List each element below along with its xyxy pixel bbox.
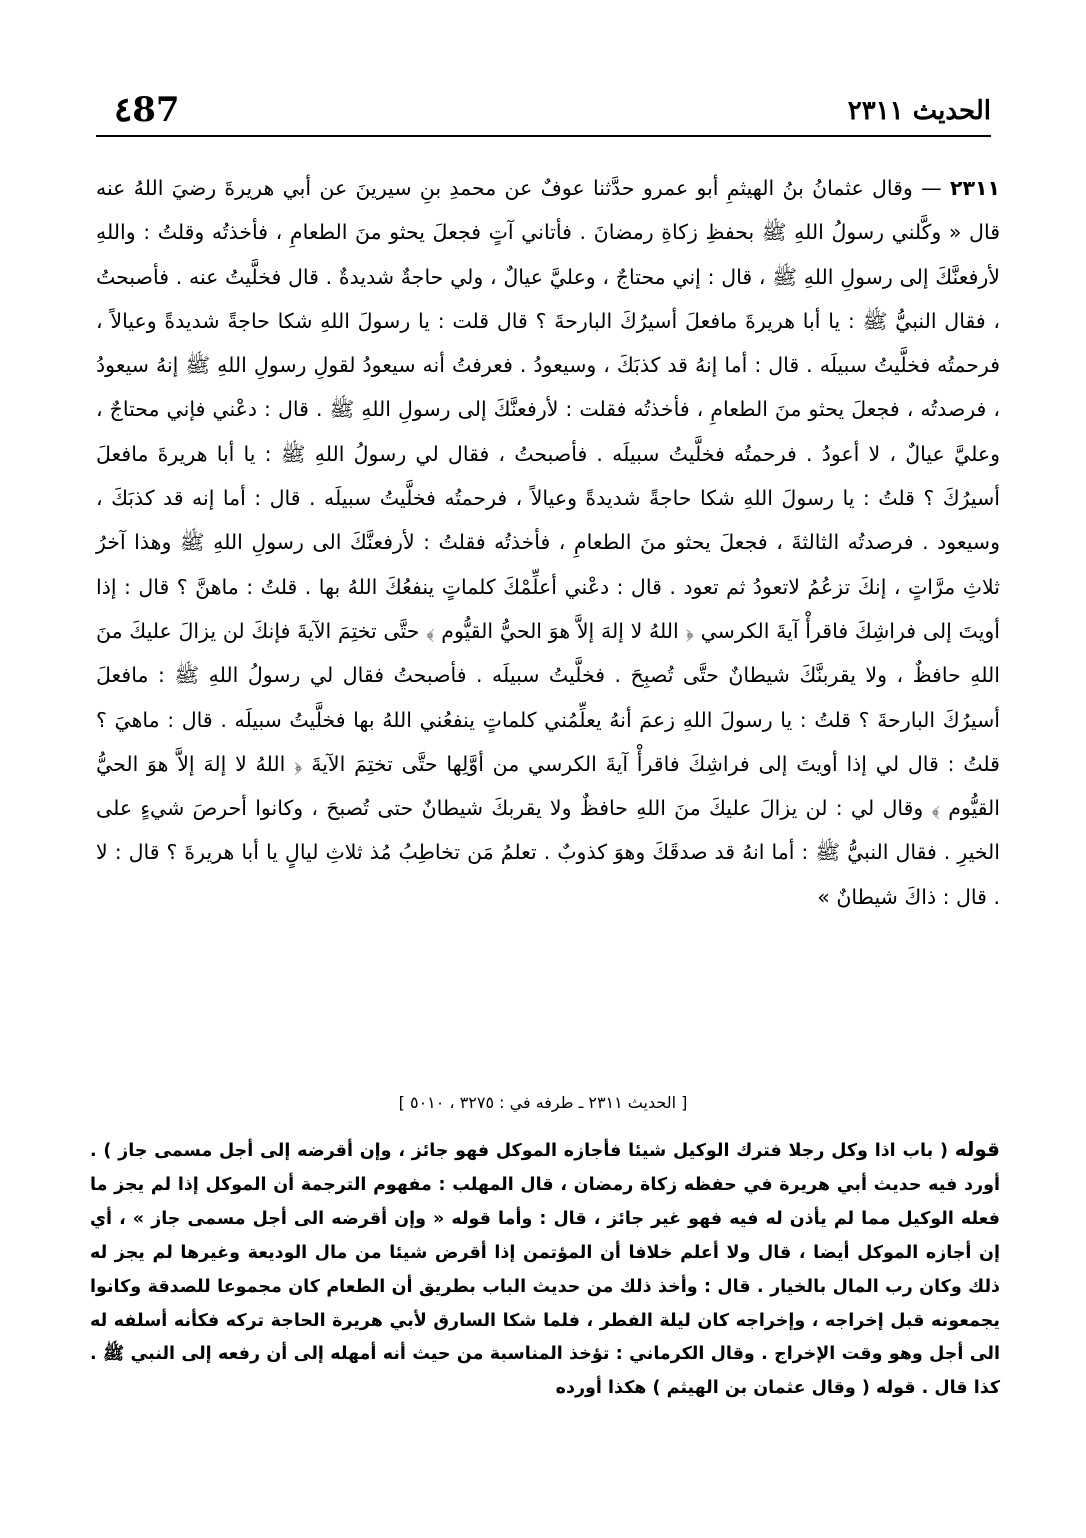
- commentary-text: ( باب اذا وكل رجلا فترك الوكيل شيئا فأجازه الموكل فهو جائز ، وإن أقرضه إلى أجل مسمى جاز ) . أورد فيه حديث أبي هريرة في حفظه زكاة رمضان ، قال المهلب : مفهوم الترجمة أن الموكل إذا لم يجز ما فعله الوكيل مما لم يأذن له فيه فهو غير جائز ، قال : وأما قوله « وإن أقرضه الى أجل مسمى جاز » ، أي إن أجازه الموكل أيضا ، قال ولا أعلم خلافا أن المؤتمن إذا أقرض شيئا من مال الوديعة وغيرها لم يجز له ذلك وكان رب المال بالخيار . قال : وأخذ ذلك من حديث الباب بطريق أن الطعام كان مجموعا للصدقة وكانوا يجمعونه قبل إخراجه ، وإخراجه كان ليلة الفطر ، فلما شكا السارق لأبي هريرة الحاجة تركه فكأنه أسلفه له الى أجل وهو وقت الإخراج . وقال الكرماني : تؤخذ المناسبة من حيث أنه أمهله إلى أن رفعه إلى النبي ﷺ . كذا قال . قوله ( وقال عثمان بن الهيثم ) هكذا أورده: [90, 1141, 1000, 1399]
- hadith-number: ٢٣١١: [949, 176, 1000, 200]
- page-header: [96, 90, 991, 132]
- running-title: الحديث ٢٣١١: [847, 96, 991, 126]
- hadith-text-block: [96, 166, 1000, 919]
- header-rule: [96, 135, 991, 137]
- hadith-text: — وقال عثمانُ بنُ الهيثمِ أبو عمرو حدَّثنا عوفٌ عن محمدِ بنِ سيرينَ عن أبي هريرةَ رضيَ اللهُ عنه قال « وكَّلني رسولُ اللهِ ﷺ بحفظِ زكاةِ رمضانَ . فأتاني آتٍ فجعلَ يحثو منَ الطعامِ ، فأخذتُه وقلتُ : واللهِ لأرفعنَّكَ إلى رسولِ اللهِ ﷺ ، قال : إني محتاجٌ ، وعليَّ عيالٌ ، ولي حاجةٌ شديدةٌ . قال فخلَّيتُ عنه . فأصبحتُ ، فقال النبيُّ ﷺ : يا أبا هريرةَ مافعلَ أسيرُكَ البارحةَ ؟ قال قلت : يا رسولَ اللهِ شكا حاجةً شديدةً وعيالاً ، فرحمتُه فخلَّيتُ سبيلَه . قال : أما إنهُ قد كذبَكَ ، وسيعودُ . فعرفتُ أنه سيعودُ لقولِ رسولِ اللهِ ﷺ إنهُ سيعودُ ، فرصدتُه ، فجعلَ يحثو منَ الطعامِ ، فأخذتُه فقلت : لأرفعنَّكَ إلى رسولِ اللهِ ﷺ . قال : دعْني فإني محتاجٌ ، وعليَّ عيالٌ ، لا أعودُ . فرحمتُه فخلَّيتُ سبيلَه . فأصبحتُ ، فقال لي رسولُ اللهِ ﷺ : يا أبا هريرةَ مافعلَ أسيرُكَ ؟ قلتُ : يا رسولَ اللهِ شكا حاجةً شديدةً وعيالاً ، فرحمتُه فخلَّيتُ سبيلَه . قال : أما إنه قد كذبَكَ ، وسيعود . فرصدتُه الثالثةَ ، فجعلَ يحثو منَ الطعامِ ، فأخذتُه فقلتُ : لأرفعنَّكَ الى رسولِ اللهِ ﷺ وهذا آخرُ ثلاثِ مرَّاتٍ ، إنكَ تزعُمُ لاتعودُ ثم تعود . قال : دعْني أعلِّمْكَ كلماتٍ ينفعُكَ اللهُ بها . قلتُ : ماهنَّ ؟ قال : إذا أويتَ إلى فراشِكَ فاقرأْ آيةَ الكرسي ﴿ اللهُ لا إلهَ إلاَّ هوَ الحيُّ القيُّوم ﴾ حتَّى تختِمَ الآيةَ فإنكَ لن يزالَ عليكَ منَ اللهِ حافظٌ ، ولا يقربنَّكَ شيطانٌ حتَّى تُصبِحَ . فخلَّيتُ سبيلَه . فأصبحتُ فقال لي رسولُ اللهِ ﷺ : مافعلَ أسيرُكَ البارحةَ ؟ قلتُ : يا رسولَ اللهِ زعمَ أنهُ يعلِّمُني كلماتٍ ينفعُني اللهُ بها فخلَّيتُ سبيلَه . قال : ماهيَ ؟ قلتُ : قال لي إذا أويتَ إلى فراشِكَ فاقرأْ آيةَ الكرسي من أوَّلِها حتَّى تختِمَ الآيةَ ﴿ اللهُ لا إلهَ إلاَّ هوَ الحيُّ القيُّوم ﴾ وقال لي : لن يزالَ عليكَ منَ اللهِ حافظٌ ولا يقربكَ شيطانٌ حتى تُصبحَ ، وكانوا أحرصَ شيءٍ على الخيرِ . فقال النبيُّ ﷺ : أما انهُ قد صدقَكَ وهوَ كذوبٌ . تعلمُ مَن تخاطِبُ مُذ ثلاثِ ليالٍ يا أبا هريرةَ ؟ قال : لا . قال : ذاكَ شيطانٌ »: [96, 176, 1000, 909]
- commentary-block: [90, 1133, 1000, 1406]
- hadith-reference: [ الحديث ٢٣١١ ـ طرفه في : ٣٢٧٥ ، ٥٠١٠ ]: [398, 1093, 688, 1112]
- commentary-lead: قوله: [954, 1137, 1000, 1161]
- page-number: ٤87: [114, 90, 180, 130]
